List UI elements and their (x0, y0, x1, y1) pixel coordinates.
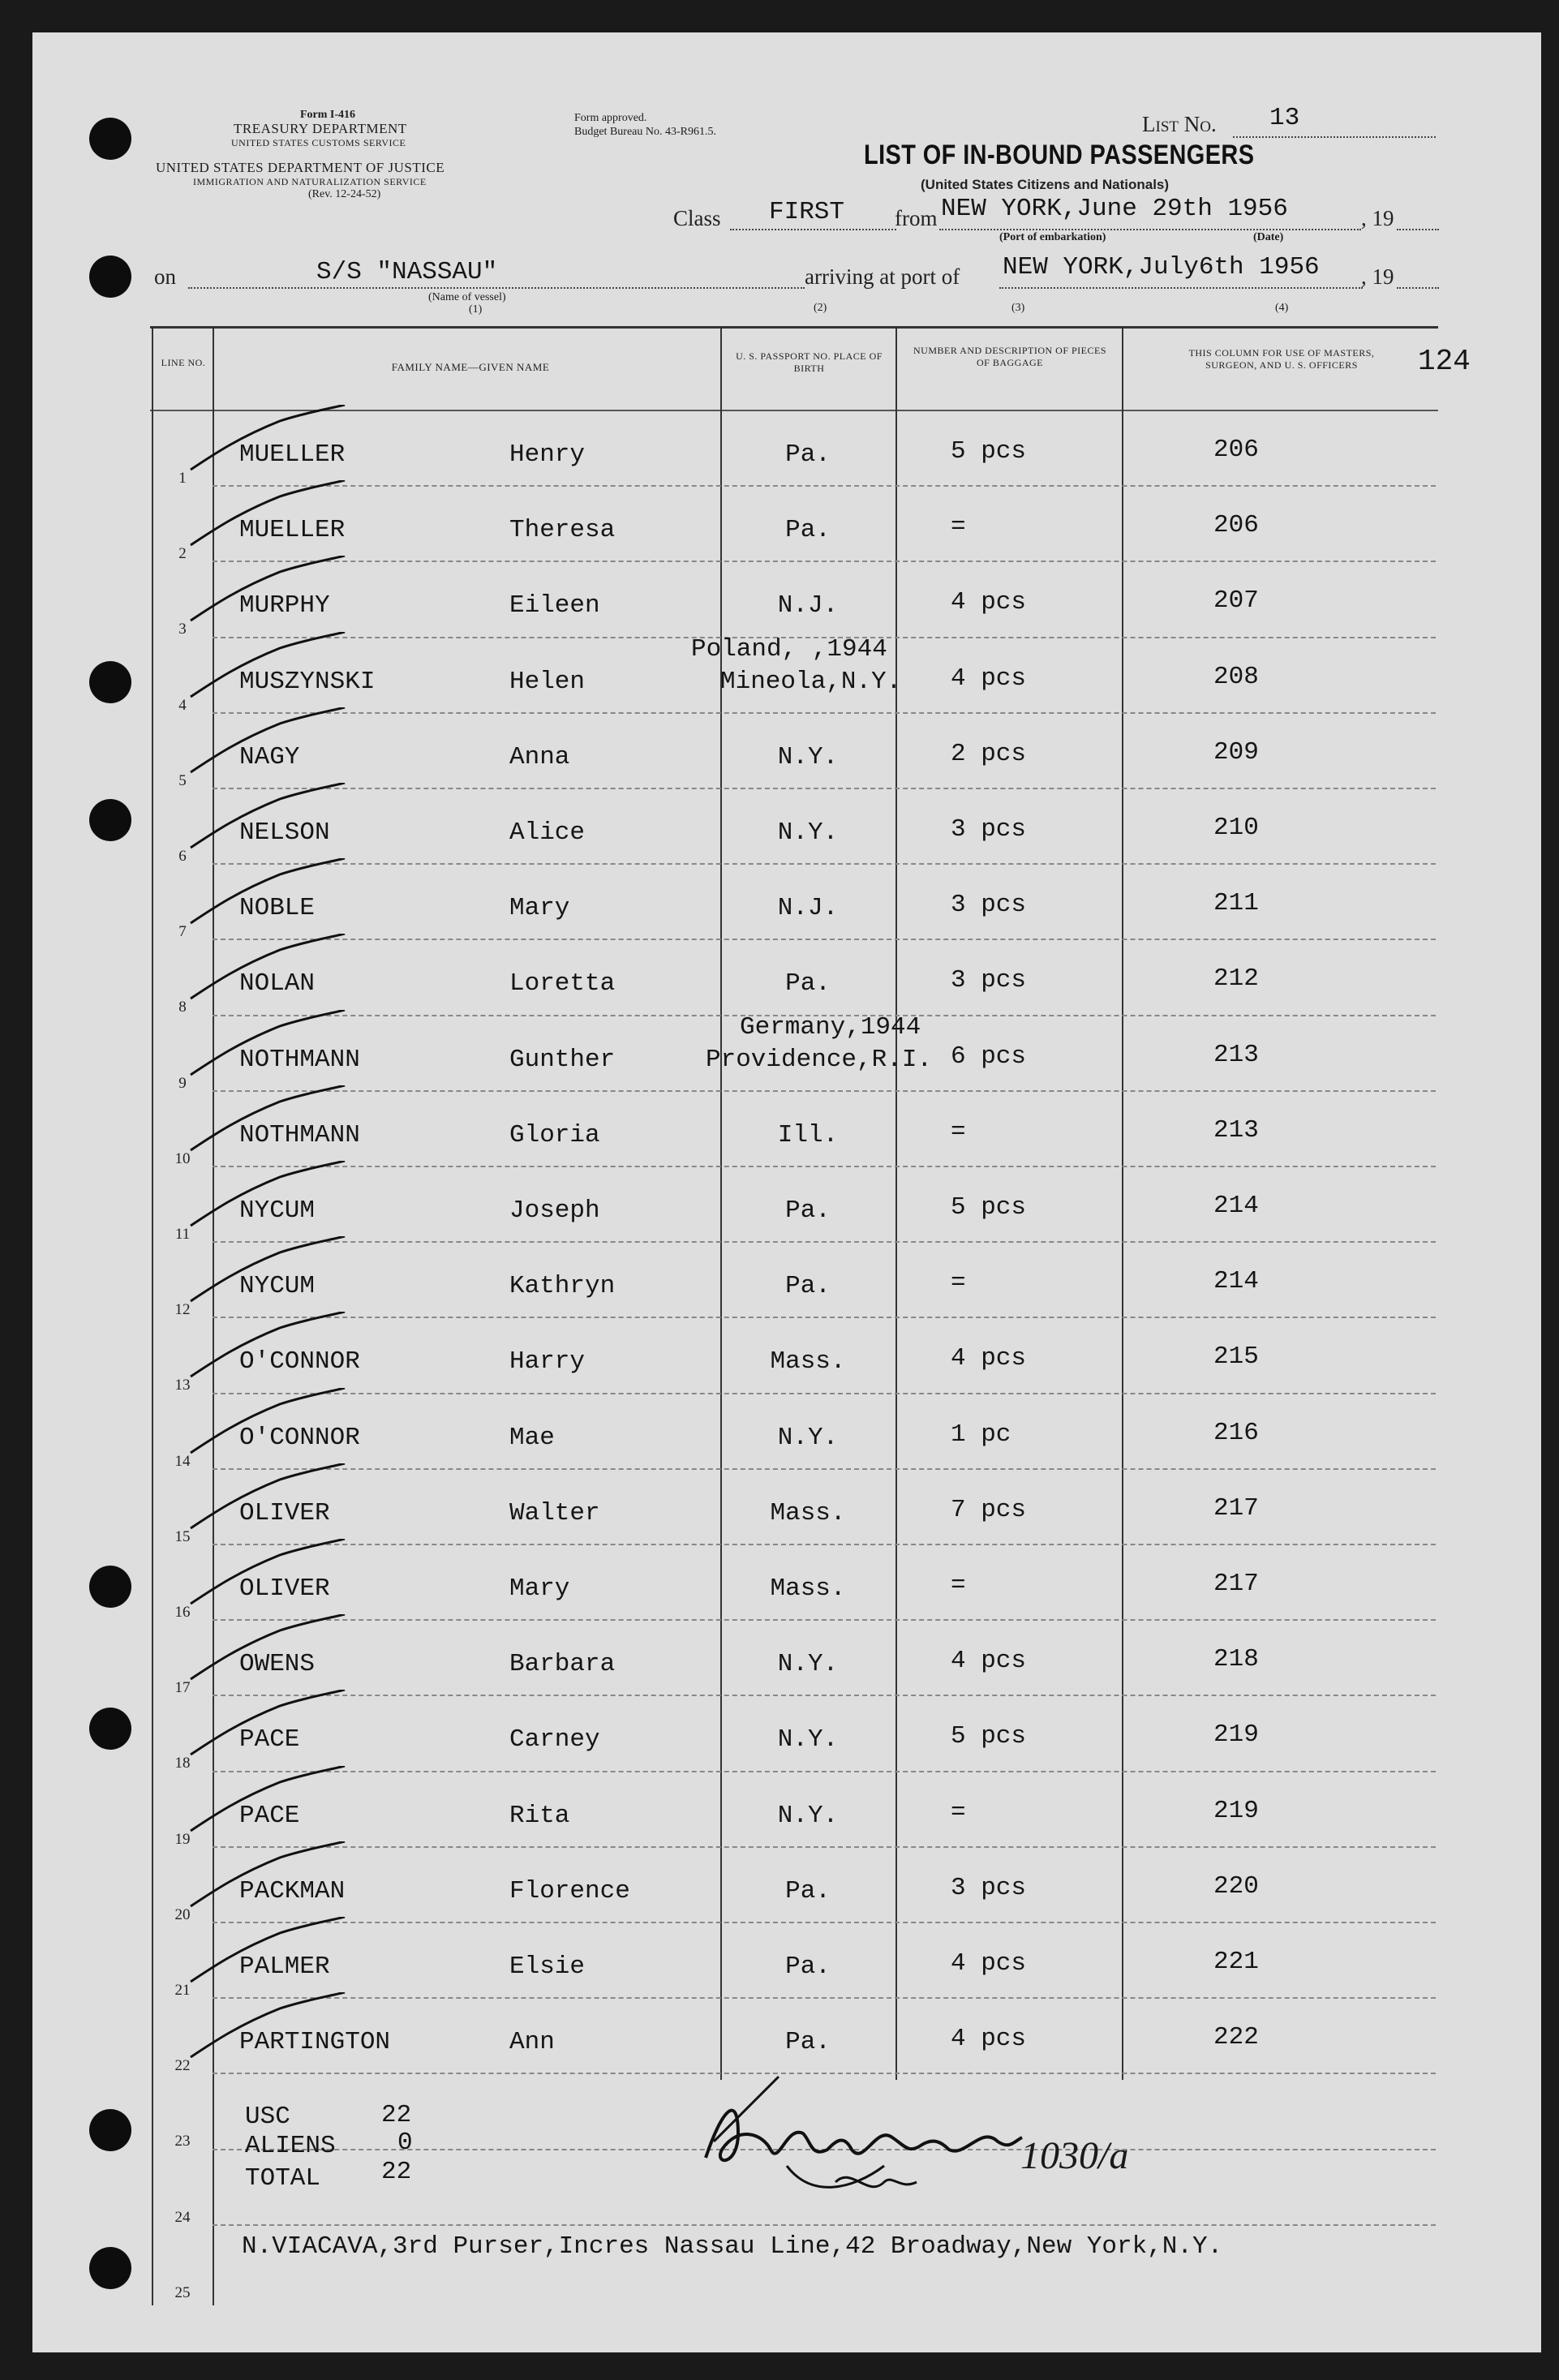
check-mark-icon (166, 1539, 361, 1620)
baggage-count: 3 pcs (951, 891, 1027, 920)
col-header-officers: THIS COLUMN FOR USE OF MASTERS, SURGEON, AND U. S. OFFICERS (1188, 347, 1375, 371)
line-number: 8 (178, 999, 187, 1016)
family-name: NYCUM (239, 1272, 316, 1301)
aliens-value: 0 (397, 2129, 413, 2157)
col-header-name: FAMILY NAME—GIVEN NAME (391, 361, 550, 373)
officer-number: 219 (1213, 1721, 1259, 1750)
place-of-birth: Pa. (785, 1876, 831, 1905)
family-name: NYCUM (239, 1196, 316, 1225)
year-suffix-2: , 19 (1361, 264, 1394, 289)
given-name: Henry (509, 440, 586, 469)
place-of-birth: Mass. (770, 1498, 846, 1527)
given-name: Alice (509, 818, 586, 847)
col-4-number: (4) (1275, 302, 1289, 314)
officer-number: 206 (1213, 436, 1259, 464)
officer-number: 212 (1213, 964, 1259, 994)
punch-hole (89, 1566, 131, 1608)
family-name: OLIVER (239, 1574, 330, 1603)
baggage-count: = (951, 1571, 966, 1600)
family-name: OLIVER (239, 1498, 330, 1527)
arriving-port: NEW YORK,July6th 1956 (1003, 253, 1320, 281)
line-number: 18 (174, 1755, 191, 1772)
family-name: NOTHMANN (239, 1120, 360, 1149)
row-divider (213, 863, 1436, 865)
given-name: Kathryn (509, 1272, 616, 1301)
family-name: NOTHMANN (239, 1045, 360, 1074)
baggage-count: 4 pcs (951, 1344, 1027, 1373)
family-name: NOLAN (239, 969, 316, 999)
customs-service: UNITED STATES CUSTOMS SERVICE (231, 137, 406, 148)
punch-hole (89, 256, 131, 298)
col-header-line: LINE NO. (161, 357, 206, 368)
place-of-birth: Pa. (785, 2028, 831, 2057)
arriving-label: arriving at port of (805, 264, 960, 289)
line-number: 17 (174, 1679, 191, 1697)
line-number: 10 (174, 1149, 191, 1167)
officer-number: 214 (1213, 1192, 1259, 1220)
line-number: 23 (174, 2133, 191, 2150)
officer-number: 219 (1213, 1796, 1259, 1825)
page-number: 124 (1418, 345, 1471, 378)
officer-number: 206 (1213, 511, 1259, 540)
baggage-count: 1 pc (951, 1420, 1011, 1449)
baggage-count: 4 pcs (951, 1647, 1027, 1676)
row-divider (213, 1241, 1436, 1243)
given-name: Mary (509, 894, 570, 923)
officer-number: 220 (1213, 1871, 1259, 1901)
family-name: PACE (239, 1725, 300, 1755)
place-of-birth: Pa. (785, 1196, 831, 1225)
punch-hole (89, 661, 131, 703)
line-number: 15 (174, 1527, 191, 1545)
check-mark-icon (166, 1690, 361, 1771)
place-of-birth: N.J. (777, 591, 839, 621)
baggage-count: = (951, 1269, 966, 1298)
baggage-count: 3 pcs (951, 966, 1027, 995)
place-of-birth: Pa. (785, 969, 831, 999)
row-divider (213, 1166, 1436, 1167)
family-name: MUELLER (239, 440, 346, 469)
usc-value: 22 (381, 2101, 412, 2129)
given-name: Theresa (509, 516, 616, 545)
line-number: 16 (174, 1604, 191, 1621)
port-embark-label: (Port of embarkation) (999, 231, 1106, 243)
place-of-birth: N.Y. (777, 1801, 839, 1830)
given-name: Walter (509, 1498, 600, 1527)
row-divider (213, 1771, 1436, 1772)
line-number: 3 (178, 621, 187, 638)
form-approved: Form approved. (574, 112, 647, 124)
place-of-birth: N.Y. (777, 818, 839, 847)
line-number: 13 (174, 1377, 191, 1394)
list-no-value: 13 (1269, 104, 1300, 132)
purser-footer: N.VIACAVA,3rd Purser,Incres Nassau Line,42 Broadway,New York,N.Y. (242, 2232, 1223, 2261)
baggage-count: 2 pcs (951, 739, 1027, 768)
given-name: Harry (509, 1347, 586, 1377)
line-number: 6 (178, 848, 187, 865)
check-mark-icon (166, 480, 361, 561)
aliens-label: ALIENS (245, 2132, 336, 2160)
place-of-birth: N.Y. (777, 742, 839, 771)
officer-number: 215 (1213, 1343, 1259, 1372)
check-mark-icon (166, 1010, 361, 1091)
check-mark-icon (166, 1312, 361, 1393)
place-of-birth: N.Y. (777, 1423, 839, 1452)
officer-number: 213 (1213, 1040, 1259, 1069)
line-number: 2 (178, 545, 187, 563)
year-suffix-1: , 19 (1361, 206, 1394, 230)
family-name: NELSON (239, 818, 330, 847)
check-mark-icon (166, 1917, 361, 1998)
officer-number: 208 (1213, 662, 1259, 691)
col-header-baggage: NUMBER AND DESCRIPTION OF PIECES OF BAGGAGE (913, 345, 1107, 368)
col-2-number: (2) (814, 302, 827, 314)
punch-hole (89, 2109, 131, 2151)
baggage-count: 5 pcs (951, 1722, 1027, 1751)
check-mark-icon (166, 405, 361, 486)
row-divider (213, 485, 1436, 487)
family-name: O'CONNOR (239, 1423, 360, 1452)
baggage-count: 5 pcs (951, 437, 1027, 466)
row-divider (213, 1317, 1436, 1318)
officer-number: 211 (1213, 889, 1259, 918)
page-subtitle: (United States Citizens and Nationals) (921, 177, 1170, 192)
baggage-count: 4 pcs (951, 1949, 1027, 1978)
line-number: 20 (174, 1905, 191, 1923)
vessel-label: (Name of vessel) (428, 291, 506, 303)
check-mark-icon (166, 934, 361, 1015)
family-name: PALMER (239, 1953, 330, 1981)
check-mark-icon (166, 1463, 361, 1544)
baggage-count: 3 pcs (951, 815, 1027, 844)
given-name: Anna (509, 742, 570, 771)
officer-number: 213 (1213, 1115, 1259, 1145)
given-name: Loretta (509, 969, 616, 999)
check-mark-icon (166, 632, 361, 713)
revision-date: (Rev. 12-24-52) (308, 188, 381, 200)
line-number: 14 (174, 1452, 191, 1470)
given-name: Florence (509, 1876, 630, 1905)
line-number: 9 (178, 1074, 187, 1092)
line-number: 22 (174, 2057, 191, 2075)
total-label: TOTAL (245, 2164, 321, 2193)
row-divider (213, 2224, 1436, 2226)
row-divider (213, 788, 1436, 789)
given-name: Joseph (509, 1196, 600, 1225)
col-header-passport: U. S. PASSPORT NO. PLACE OF BIRTH (736, 350, 883, 374)
family-name: NAGY (239, 742, 300, 771)
check-mark-icon (166, 556, 361, 637)
given-name: Carney (509, 1725, 600, 1755)
officer-number: 222 (1213, 2023, 1259, 2052)
given-name: Helen (509, 667, 586, 696)
check-mark-icon (166, 1236, 361, 1317)
line-number: 24 (174, 2208, 191, 2226)
given-name: Eileen (509, 591, 600, 621)
date-label: (Date) (1253, 231, 1284, 243)
baggage-count: 4 pcs (951, 664, 1027, 693)
justice-dept: UNITED STATES DEPARTMENT OF JUSTICE (156, 160, 445, 175)
check-mark-icon (166, 1161, 361, 1242)
officer-number: 217 (1213, 1570, 1259, 1598)
row-divider (213, 939, 1436, 940)
place-of-birth: Mineola,N.Y. (720, 667, 902, 696)
punch-hole (89, 118, 131, 160)
check-mark-icon (166, 783, 361, 864)
given-name: Mae (509, 1423, 555, 1452)
baggage-count: = (951, 513, 966, 542)
baggage-count: 3 pcs (951, 1873, 1027, 1902)
place-of-birth-origin: Germany,1944 (740, 1012, 921, 1042)
line-number: 1 (178, 470, 187, 487)
officer-number: 217 (1213, 1493, 1259, 1523)
given-name: Rita (509, 1801, 570, 1830)
place-of-birth: Pa. (785, 440, 831, 469)
list-no-label: List No. (1142, 112, 1217, 136)
place-of-birth: Pa. (785, 516, 831, 545)
given-name: Gloria (509, 1120, 600, 1149)
line-number: 12 (174, 1301, 191, 1319)
row-divider (213, 712, 1436, 714)
row-divider (213, 1997, 1436, 1999)
col-1-number: (1) (469, 303, 483, 316)
check-mark-icon (166, 1992, 361, 2073)
baggage-count: 4 pcs (951, 588, 1027, 617)
baggage-count: = (951, 1798, 966, 1827)
place-of-birth: N.Y. (777, 1650, 839, 1679)
punch-hole (89, 2247, 131, 2289)
line-number: 11 (174, 1226, 191, 1243)
check-mark-icon (166, 1766, 361, 1847)
class-label: Class (673, 206, 721, 230)
line-number: 4 (178, 696, 187, 714)
family-name: PACE (239, 1801, 300, 1830)
col-3-number: (3) (1011, 302, 1025, 314)
given-name: Gunther (509, 1045, 616, 1074)
family-name: MUSZYNSKI (239, 667, 376, 696)
officer-number: 218 (1213, 1645, 1259, 1674)
baggage-count: 4 pcs (951, 2025, 1027, 2054)
place-of-birth: Pa. (785, 1953, 831, 1981)
vessel-name: S/S "NASSAU" (316, 258, 498, 286)
usc-label: USC (245, 2103, 290, 2131)
line-number: 5 (178, 771, 187, 789)
punch-hole (89, 799, 131, 841)
place-of-birth: Mass. (770, 1347, 846, 1377)
ins-service: IMMIGRATION AND NATURALIZATION SERVICE (193, 176, 427, 187)
treasury-dept: TREASURY DEPARTMENT (234, 121, 407, 136)
place-of-birth: Pa. (785, 1272, 831, 1301)
given-name: Ann (509, 2028, 555, 2057)
row-divider (213, 1846, 1436, 1848)
given-name: Elsie (509, 1953, 586, 1981)
check-mark-icon (166, 1614, 361, 1695)
family-name: MUELLER (239, 516, 346, 545)
officer-number: 214 (1213, 1267, 1259, 1296)
given-name: Mary (509, 1574, 570, 1603)
form-number: Form I-416 (300, 109, 356, 121)
row-divider (213, 1619, 1436, 1621)
class-value: FIRST (769, 198, 845, 226)
row-divider (213, 1544, 1436, 1545)
family-name: NOBLE (239, 894, 316, 923)
officer-number: 209 (1213, 737, 1259, 767)
check-mark-icon (166, 1085, 361, 1166)
given-name: Barbara (509, 1650, 616, 1679)
total-value: 22 (381, 2158, 412, 2186)
on-label: on (154, 264, 176, 289)
family-name: MURPHY (239, 591, 330, 621)
check-mark-icon (166, 707, 361, 788)
officer-number: 221 (1213, 1948, 1259, 1976)
place-of-birth: Providence,R.I. (706, 1045, 933, 1074)
family-name: PACKMAN (239, 1876, 346, 1905)
officer-number: 207 (1213, 586, 1259, 616)
officer-number: 210 (1213, 814, 1259, 842)
place-of-birth: Mass. (770, 1574, 846, 1603)
budget-bureau: Budget Bureau No. 43-R961.5. (574, 126, 716, 138)
family-name: O'CONNOR (239, 1347, 360, 1377)
line-number: 21 (174, 1982, 191, 1999)
check-mark-icon (166, 858, 361, 939)
row-divider (213, 1393, 1436, 1394)
place-of-birth: Ill. (777, 1120, 839, 1149)
row-divider (213, 561, 1436, 562)
baggage-count: = (951, 1117, 966, 1146)
row-divider (213, 1090, 1436, 1092)
check-mark-icon (166, 1388, 361, 1469)
row-divider (213, 1468, 1436, 1470)
baggage-count: 6 pcs (951, 1042, 1027, 1071)
officer-number: 216 (1213, 1418, 1259, 1447)
row-divider (213, 1695, 1436, 1696)
page-title: LIST OF IN-BOUND PASSENGERS (864, 140, 1255, 170)
family-name: OWENS (239, 1650, 316, 1679)
from-label: from (895, 206, 938, 230)
row-divider (213, 1922, 1436, 1923)
place-of-birth-origin: Poland, ,1944 (691, 634, 887, 664)
line-number: 25 (174, 2283, 191, 2301)
line-number: 19 (174, 1830, 191, 1848)
punch-hole (89, 1708, 131, 1750)
family-name: PARTINGTON (239, 2028, 391, 2057)
baggage-count: 7 pcs (951, 1495, 1027, 1524)
place-of-birth: N.Y. (777, 1725, 839, 1755)
line-number: 7 (178, 923, 187, 941)
check-mark-icon (166, 1841, 361, 1922)
baggage-count: 5 pcs (951, 1193, 1027, 1222)
from-value: NEW YORK,June 29th 1956 (941, 195, 1288, 223)
signature-scrawl (689, 2060, 1063, 2223)
handwritten-annotation: 1030/a (1020, 2134, 1129, 2177)
place-of-birth: N.J. (777, 894, 839, 923)
